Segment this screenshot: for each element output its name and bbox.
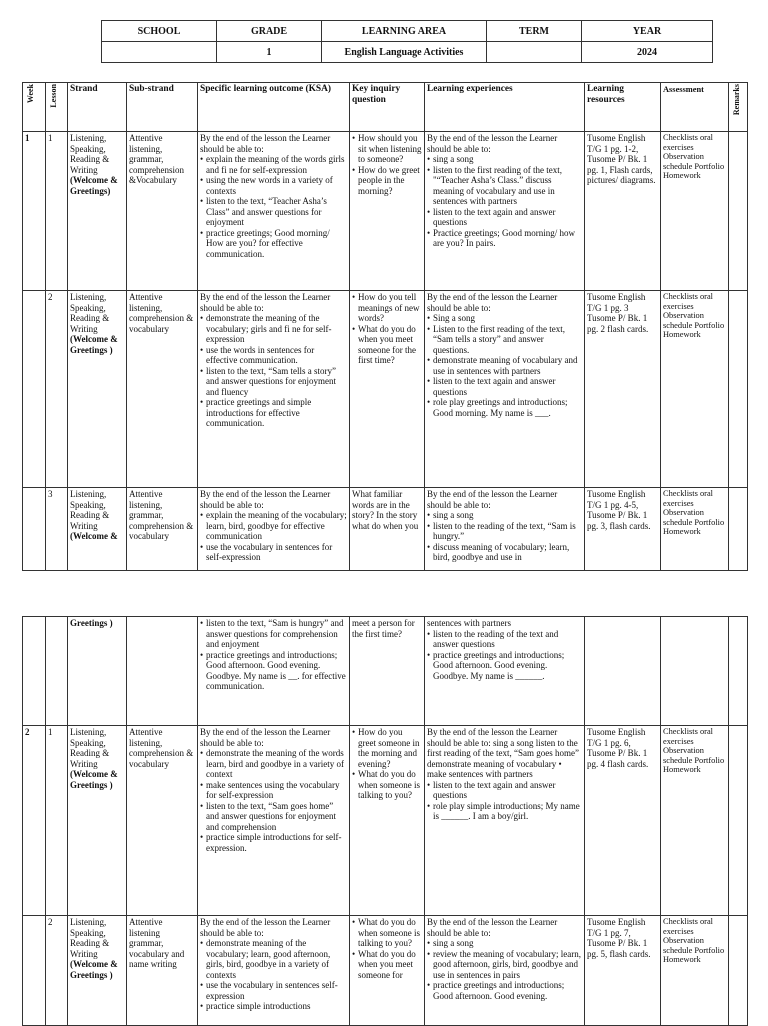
strand-text: Listening, Speaking, Reading & Writing [70,489,110,531]
question-cell [350,488,425,571]
outcome-cell [198,132,350,291]
outcome-intro: By the end of the lesson the Learner should be able to: [200,292,331,313]
substrand-cell: Attentive listening grammar, vocabulary and name writing [127,916,198,1026]
table-row [23,617,748,726]
col-assessment: Assessment [661,83,729,132]
outcome-item: • demonstrate the meaning of the vocabulary; girls and fi ne for self-expression [206,313,347,345]
week-cell: 1 [23,132,46,291]
strand-text: Listening, Speaking, Reading & Writing [70,292,110,334]
outcome [200,938,347,1012]
strand-cell [68,132,127,291]
week-cell: 2 [23,726,46,916]
lesson-cell [46,617,68,726]
experience-item: • listen to the text again and answer questions [433,376,582,397]
question-item: • What do you do when someone is talking to you? [358,769,422,801]
experience-cell [425,726,585,916]
table-row [23,132,748,291]
strand-bold: (Welcome & Greetings ) [70,334,118,355]
experience [427,510,582,563]
assessment-cell: Checklists oral exercises Observation schedule Portfolio Homework [661,488,729,571]
experience-item: • listen to the text again and answer questions [433,780,582,801]
experience-intro: sentences with partners [427,618,511,628]
table-row [23,291,748,488]
outcome-item: • demonstrate the meaning of the words learn, bird and goodbye in a variety of context [206,748,347,780]
experience-item: • role play greetings and introductions; Good morning. My name is ___. [433,397,582,418]
assessment-cell: Checklists oral exercises Observation schedule Portfolio Homework [661,291,729,488]
question-cell [350,617,425,726]
question [352,917,422,980]
question [352,133,422,196]
question-item: • How do we greet people in the morning? [358,165,422,197]
resources-cell: Tusome English T/G 1 pg. 4-5, Tusome P/ Bk. 1 pg. 3, flash cards. [585,488,661,571]
col-remarks: Remarks [729,83,748,132]
lesson-cell: 1 [46,132,68,291]
strand-text: Listening, Speaking, Reading & Writing [70,727,110,769]
header-value [102,42,217,63]
experience-cell [425,132,585,291]
col-lesson: Lesson [46,83,68,132]
strand-cell [68,726,127,916]
header-label: LEARNING AREA [322,21,487,42]
header-value: 2024 [582,42,713,63]
outcome [200,748,347,853]
substrand-cell: Attentive listening, comprehension & vocabulary [127,291,198,488]
remarks-cell [729,617,748,726]
outcome-item: • practice greetings and introductions; Good afternoon. Good evening. Goodbye. My name is __. for effective communication. [206,650,347,692]
assessment-cell: Checklists oral exercises Observation schedule Portfolio Homework [661,726,729,916]
header-value [487,42,582,63]
experience-item: • practice greetings and introductions; Good afternoon. Good evening. Goodbye. My name is ______. [433,650,582,682]
outcome-item: • practice greetings and simple introductions for effective communication. [206,397,347,429]
substrand-cell [127,617,198,726]
outcome-item: • use the vocabulary in sentences self-expression [206,980,347,1001]
header-label: TERM [487,21,582,42]
week-cell [23,617,46,726]
scheme-table-2 [22,616,748,1026]
scheme-table-1 [22,82,748,571]
experience-intro: By the end of the lesson the Learner should be able to: [427,917,558,938]
outcome-intro: By the end of the lesson the Learner should be able to: [200,917,331,938]
remarks-cell [729,488,748,571]
experience-cell [425,291,585,488]
strand-cell [68,488,127,571]
outcome [200,313,347,429]
outcome [200,154,347,259]
experience-intro: By the end of the lesson the Learner should be able to: [427,489,558,510]
remarks-cell [729,132,748,291]
header-value: English Language Activities [322,42,487,63]
experience-item: • Practice greetings; Good morning/ how are you? In pairs. [433,228,582,249]
header-label: GRADE [217,21,322,42]
experience-item: • sing a song [433,938,582,949]
outcome-item: • using the new words in a variety of contexts [206,175,347,196]
substrand-cell: Attentive listening, grammar, comprehension &Vocabulary [127,132,198,291]
header-label: YEAR [582,21,713,42]
resources-cell: Tusome English T/G 1 pg. 7, Tusome P/ Bk. 1 pg. 5, flash cards. [585,916,661,1026]
experience-item: • sing a song [433,510,582,521]
col-strand: Strand [68,83,127,132]
substrand-cell: Attentive listening, grammar, comprehension & vocabulary [127,488,198,571]
outcome-item: • explain the meaning of the vocabulary; learn, bird, goodbye for effective communication [206,510,347,542]
question-item: • How do you greet someone in the morning and evening? [358,727,422,769]
strand-bold: Greetings ) [70,618,113,628]
table-row [23,916,748,1026]
experience-cell [425,916,585,1026]
outcome-intro: By the end of the lesson the Learner should be able to: [200,489,331,510]
question-cell [350,132,425,291]
week-cell [23,488,46,571]
experience-item: • demonstrate meaning of vocabulary and use in sentences with partners [433,355,582,376]
outcome-item: • explain the meaning of the words girls and fi ne for self-expression [206,154,347,175]
resources-cell: Tusome English T/G 1 pg. 3 Tusome P/ Bk. 1 pg. 2 flash cards. [585,291,661,488]
experience-intro: By the end of the lesson the Learner should be able to: [427,133,558,154]
question-cell [350,726,425,916]
resources-cell: Tusome English T/G 1 pg. 6, Tusome P/ Bk. 1 pg. 4 flash cards. [585,726,661,916]
lesson-cell: 2 [46,291,68,488]
strand-bold: (Welcome & Greetings ) [70,959,118,980]
strand-cell [68,291,127,488]
strand-text: Listening, Speaking, Reading & Writing [70,133,110,175]
experience [427,313,582,418]
strand-cell [68,916,127,1026]
experience-item: • practice greetings and introductions; Good afternoon. Good evening. [433,980,582,1001]
experience-item: • listen to the reading of the text, “Sam is hungry.” [433,521,582,542]
experience [427,154,582,249]
outcome-item: • demonstrate meaning of the vocabulary; learn, good afternoon, girls, bird, goodbye in a variety of contexts [206,938,347,980]
week-cell [23,291,46,488]
experience-intro: By the end of the lesson the Learner should be able to: sing a song listen to the first reading of the text, “Sam goes home” demonstrate meaning of vocabulary • make sentences with partners [427,727,579,779]
week-cell [23,916,46,1026]
experience-item: • listen to the first reading of the text, "“Teacher Asha’s Class.” discuss meaning of vocabulary and use in sentences with partners [433,165,582,207]
experience-cell [425,488,585,571]
resources-cell: Tusome English T/G 1 pg. 1-2, Tusome P/ Bk. 1 pg. 1, Flash cards, pictures/ diagrams. [585,132,661,291]
outcome-item: • practice greetings; Good morning/ How are you? for effective communication. [206,228,347,260]
outcome-item: • listen to the text, “Sam tells a story” and answer questions for enjoyment and fluency [206,366,347,398]
outcome-intro: By the end of the lesson the Learner should be able to: [200,133,331,154]
outcome-item: • practice simple introductions [206,1001,347,1012]
experience-item: • sing a song [433,154,582,165]
assessment-cell: Checklists oral exercises Observation schedule Portfolio Homework [661,916,729,1026]
assessment-cell: Checklists oral exercises Observation schedule Portfolio Homework [661,132,729,291]
experience-item: • Listen to the first reading of the text, “Sam tells a story” and answer questions. [433,324,582,356]
experience-item: • listen to the reading of the text and answer questions [433,629,582,650]
outcome-intro: By the end of the lesson the Learner should be able to: [200,727,331,748]
col-week: Week [23,83,46,132]
outcome-item: • use the words in sentences for effective communication. [206,345,347,366]
question-cell [350,291,425,488]
strand-bold: (Welcome & [70,531,118,541]
strand-bold: (Welcome & Greetings ) [70,769,118,790]
outcome-item: • listen to the text, “Sam is hungry” and answer questions for comprehension and enjoyment [206,618,347,650]
header-table [101,20,713,63]
question [352,292,422,366]
experience-item: • role play simple introductions; My name is ______. I am a boy/girl. [433,801,582,822]
lesson-cell: 2 [46,916,68,1026]
col-experiences: Learning experiences [425,83,585,132]
experience-item: • discuss meaning of vocabulary; learn, bird, goodbye and use in [433,542,582,563]
question-item: • What do you do when you meet someone for [358,949,422,981]
header-label: SCHOOL [102,21,217,42]
question-text: What familiar words are in the story? In the story what do when you [352,489,419,531]
experience-item: • listen to the text again and answer questions [433,207,582,228]
col-substrand: Sub-strand [127,83,198,132]
experience-intro: By the end of the lesson the Learner should be able to: [427,292,558,313]
strand-text: Listening, Speaking, Reading & Writing [70,917,110,959]
resources-cell [585,617,661,726]
outcome [200,510,347,563]
outcome-cell [198,726,350,916]
question-cell [350,916,425,1026]
experience-item: • review the meaning of vocabulary; learn, good afternoon, girls, bird, goodbye and use in sentences in pairs [433,949,582,981]
col-outcome: Specific learning outcome (KSA) [198,83,350,132]
lesson-cell: 1 [46,726,68,916]
experience [427,780,582,822]
outcome-item: • practice simple introductions for self-expression. [206,832,347,853]
remarks-cell [729,916,748,1026]
outcome-item: • make sentences using the vocabulary for self-expression [206,780,347,801]
strand-cell [68,617,127,726]
question-text: meet a person for the first time? [352,618,415,639]
outcome-item: • listen to the text, “Sam goes home” and answer questions for enjoyment and comprehension [206,801,347,833]
outcome-cell [198,916,350,1026]
outcome-cell [198,617,350,726]
question-item: • How do you tell meanings of new words? [358,292,422,324]
outcome-cell [198,488,350,571]
outcome-item: • listen to the text, “Teacher Asha’s Class” and answer questions for enjoyment [206,196,347,228]
outcome-item: • use the vocabulary in sentences for self-expression [206,542,347,563]
substrand-cell: Attentive listening, comprehension & vocabulary [127,726,198,916]
remarks-cell [729,726,748,916]
question-item: • What do you do when you meet someone for the first time? [358,324,422,366]
lesson-cell: 3 [46,488,68,571]
question-item: • How should you sit when listening to someone? [358,133,422,165]
question [352,727,422,801]
question-item: • What do you do when someone is talking to you? [358,917,422,949]
strand-bold: (Welcome & Greetings) [70,175,118,196]
experience [427,938,582,1001]
assessment-cell [661,617,729,726]
table-row [23,726,748,916]
experience-cell [425,617,585,726]
col-resources: Learning resources [585,83,661,132]
outcome [200,618,347,692]
header-value: 1 [217,42,322,63]
col-question: Key inquiry question [350,83,425,132]
experience [427,629,582,682]
experience-item: • Sing a song [433,313,582,324]
remarks-cell [729,291,748,488]
table-row [23,488,748,571]
outcome-cell [198,291,350,488]
